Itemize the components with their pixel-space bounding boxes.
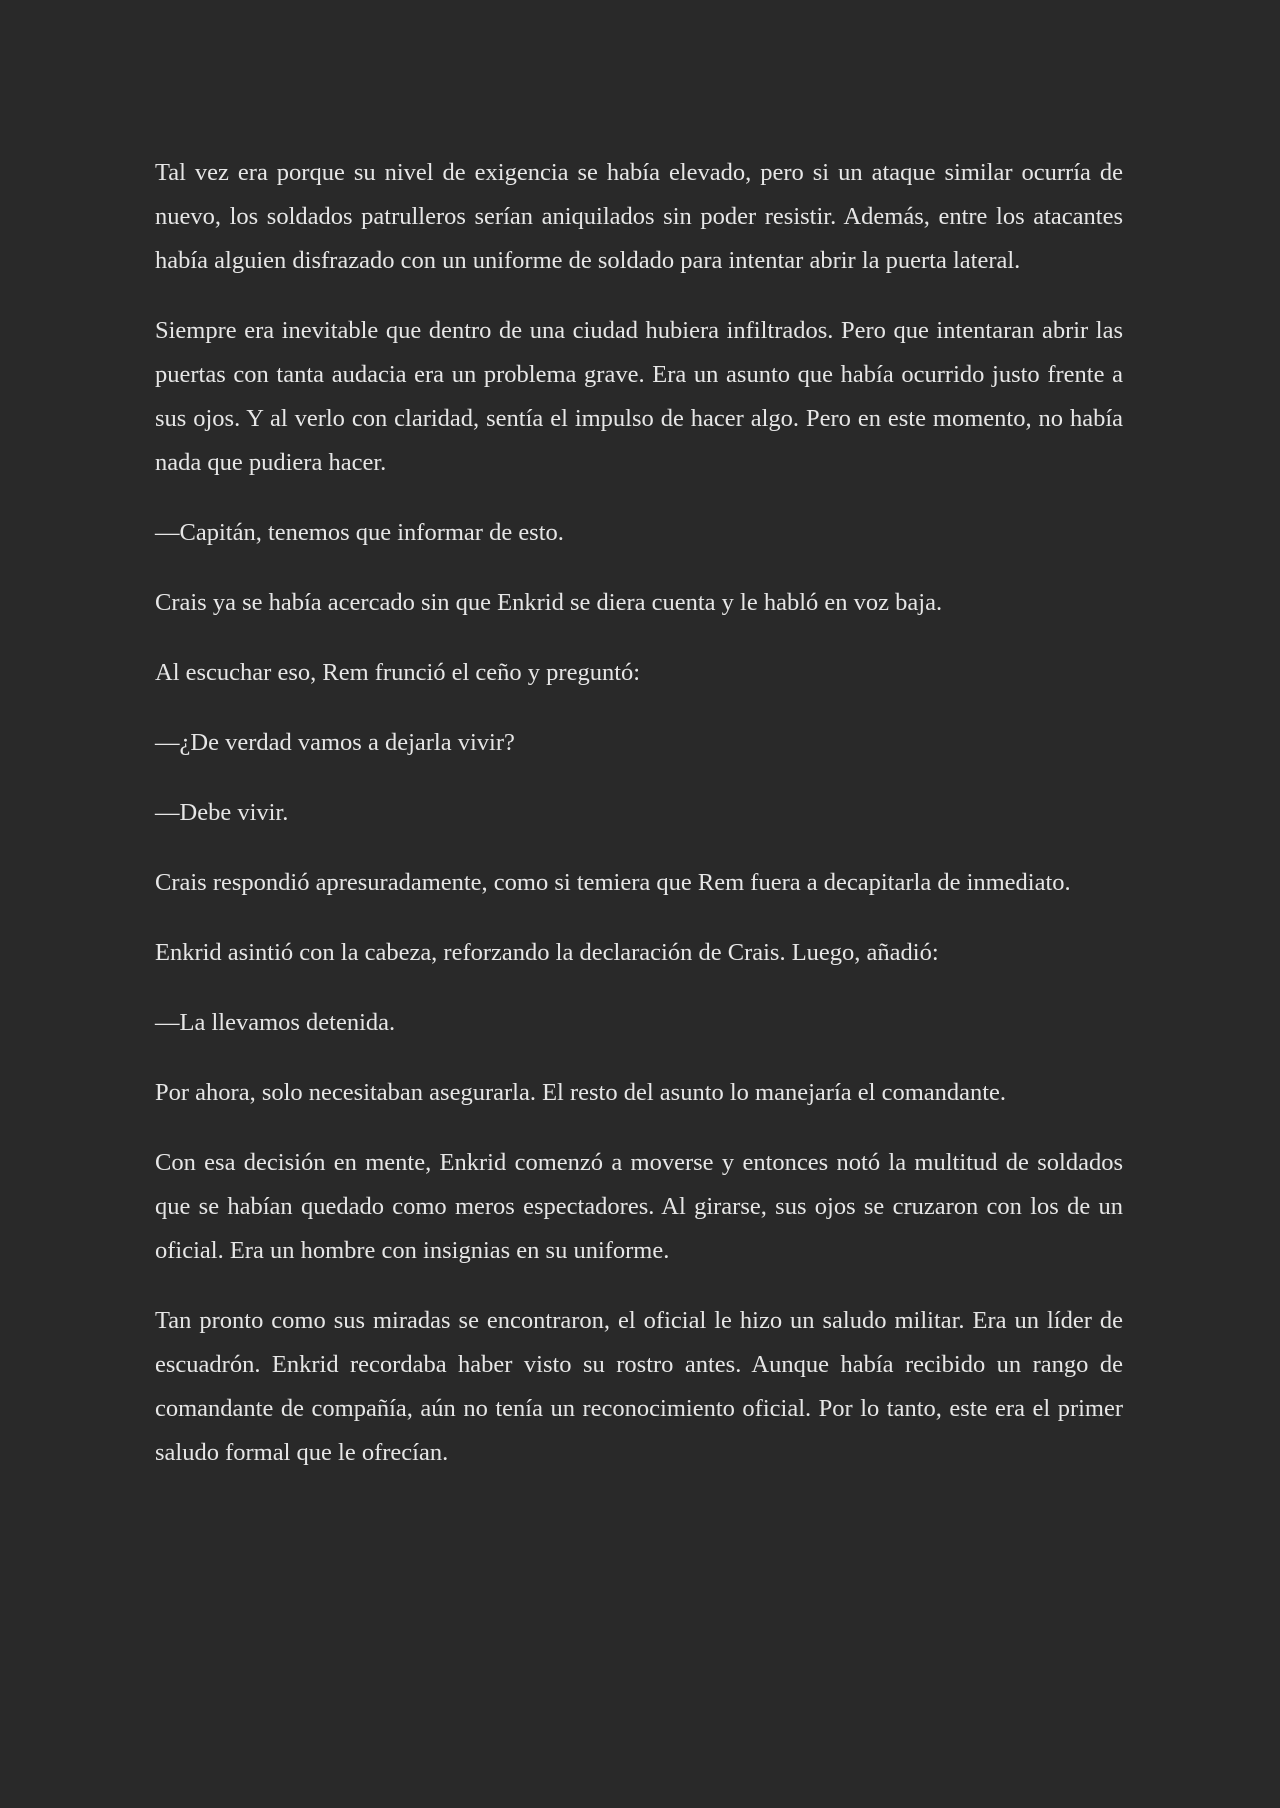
chapter-text	[155, 151, 1123, 1501]
paragraph: Siempre era inevitable que dentro de una ciudad hubiera infiltrados. Pero que intentaran abrir las puertas con tanta audacia era un problema grave. Era un asunto que había ocurrido justo frente a sus ojos. Y al verlo con claridad, sentía el impulso de hacer algo. Pero en este momento, no había nada que pudiera hacer.	[155, 317, 1123, 476]
paragraph: Al escuchar eso, Rem frunció el ceño y preguntó:	[155, 659, 641, 686]
paragraph: Con esa decisión en mente, Enkrid comenzó a moverse y entonces notó la multitud de soldados que se habían quedado como meros espectadores. Al girarse, sus ojos se cruzaron con los de un oficial. Era un hombre con insignias en su uniforme.	[155, 1149, 1123, 1264]
paragraph: Tal vez era porque su nivel de exigencia se había elevado, pero si un ataque similar ocurría de nuevo, los soldados patrulleros serían aniquilados sin poder resistir. Además, entre los atacantes había alguien disfrazado con un uniforme de soldado para intentar abrir la puerta lateral.	[155, 159, 1123, 274]
paragraph: Por ahora, solo necesitaban asegurarla. El resto del asunto lo manejaría el comandante.	[155, 1079, 1007, 1106]
dialogue-line: —Capitán, tenemos que informar de esto.	[155, 519, 564, 546]
paragraph: Tan pronto como sus miradas se encontraron, el oficial le hizo un saludo militar. Era un líder de escuadrón. Enkrid recordaba haber visto su rostro antes. Aunque había recibido un rango de comandante de compañía, aún no tenía un reconocimiento oficial. Por lo tanto, este era el primer saludo formal que le ofrecían.	[155, 1307, 1123, 1466]
dialogue-line: —La llevamos detenida.	[155, 1009, 396, 1036]
paragraph: Crais respondió apresuradamente, como si temiera que Rem fuera a decapitarla de inmediato.	[155, 869, 1071, 896]
dialogue-line: —¿De verdad vamos a dejarla vivir?	[155, 729, 515, 756]
dialogue-line: —Debe vivir.	[155, 799, 289, 826]
paragraph: Enkrid asintió con la cabeza, reforzando la declaración de Crais. Luego, añadió:	[155, 939, 939, 966]
paragraph: Crais ya se había acercado sin que Enkrid se diera cuenta y le habló en voz baja.	[155, 589, 943, 616]
